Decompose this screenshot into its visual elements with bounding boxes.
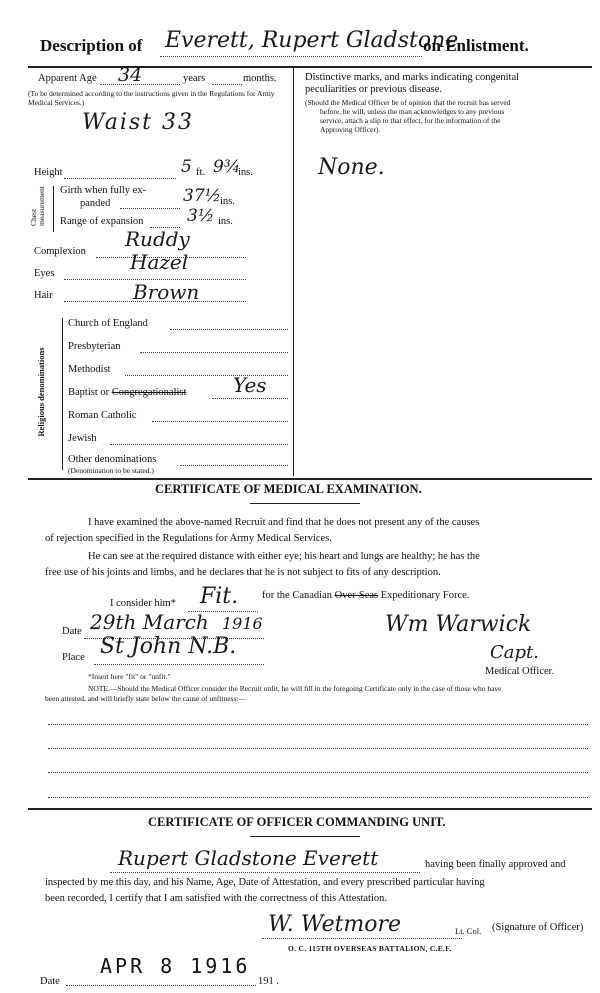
religion-church-of-england: Church of England	[68, 318, 148, 329]
commanding-name-dots	[110, 872, 420, 873]
force-label-a: for the Canadian	[262, 590, 335, 601]
hair-label: Hair	[34, 290, 53, 301]
height-inches-label: ins.	[238, 167, 253, 178]
medical-title-rule	[250, 503, 360, 504]
medical-para1-b: of rejection specified in the Regulations for Army Medical Services.	[45, 533, 332, 544]
medical-certificate-title: CERTIFICATE OF MEDICAL EXAMINATION.	[155, 482, 422, 496]
chest-bracket	[53, 186, 54, 232]
medical-para1-a: I have examined the above-named Recruit and find that he does not present any of the causes	[88, 517, 480, 528]
eyes-value: Hazel	[130, 250, 189, 274]
commanding-date-year-suffix: 191 .	[258, 976, 279, 987]
unfit-line-2	[48, 748, 588, 749]
apparent-age-value: 34	[118, 64, 143, 86]
religion-roman-catholic: Roman Catholic	[68, 410, 137, 421]
commanding-date-label: Date	[40, 976, 60, 987]
top-rule	[28, 66, 592, 68]
range-unit: ins.	[218, 216, 233, 227]
medical-officer-label: Medical Officer.	[485, 666, 555, 677]
medical-officer-signature: Wm Warwick	[385, 612, 532, 637]
apparent-age-label: Apparent Age	[38, 73, 97, 84]
commanding-certificate-title: CERTIFICATE OF OFFICER COMMANDING UNIT.	[148, 815, 446, 829]
medical-date-label: Date	[62, 626, 82, 637]
range-value: 3½	[187, 206, 215, 226]
unfit-note-a: NOTE.—Should the Medical Officer consider the Recruit unfit, he will fill in the foregoing Certificate only in the case of those who have	[88, 684, 502, 693]
waist-handwritten: Waist 33	[82, 110, 194, 135]
signature-of-officer-label: (Signature of Officer)	[492, 922, 584, 933]
form-header-suffix: on Enlistment.	[423, 36, 529, 55]
hair-value: Brown	[133, 280, 200, 304]
chest-measurement-label: Chest measurement	[29, 186, 46, 226]
unfit-line-4	[48, 797, 588, 798]
medical-place-dots	[94, 664, 264, 665]
girth-value: 37½	[183, 186, 222, 206]
height-feet-label: ft.	[196, 167, 206, 178]
marks-note-1: (Should the Medical Officer be of opinion that the recruit has served	[305, 98, 511, 107]
medical-date-year: 1916	[222, 614, 263, 633]
age-line	[100, 84, 180, 85]
section-rule-2	[28, 808, 592, 810]
medical-para2-a: He can see at the required distance with either eye; his heart and lungs are healthy; he has the	[88, 551, 480, 562]
marks-title-1: Distinctive marks, and marks indicating congenital	[305, 72, 520, 83]
range-label: Range of expansion	[60, 216, 144, 227]
consider-value: Fit.	[200, 584, 239, 609]
height-feet-value: 5	[181, 157, 192, 177]
height-label: Height	[34, 167, 63, 178]
girth-unit: ins.	[220, 196, 235, 207]
date-stamp: APR 8 1916	[100, 954, 251, 978]
commanding-line1-suffix: having been finally approved and	[425, 859, 566, 870]
religion-jewish: Jewish	[68, 433, 97, 444]
consider-label: I consider him*	[110, 598, 176, 609]
commanding-title-rule	[250, 836, 360, 837]
distinctive-marks-value: None.	[318, 155, 385, 180]
commanding-line2: inspected by me this day, and his Name, Age, Date of Attestation, and every prescribed particular having	[45, 877, 485, 888]
marks-note-3: service, attach a slip to that effect, for the information of the	[320, 116, 501, 125]
section-rule-1	[28, 478, 592, 480]
denomination-note: (Denomination to be stated.)	[68, 466, 154, 475]
religion-congregationalist-struck: Congregationalist	[111, 387, 187, 398]
girth-label-2: panded	[80, 198, 111, 209]
religion-presbyterian: Presbyterian	[68, 341, 121, 352]
religion-methodist: Methodist	[68, 364, 111, 375]
unfit-line-1	[48, 724, 588, 725]
insert-note: *Insert here "fit" or "unfit."	[88, 672, 171, 681]
complexion-value: Ruddy	[125, 227, 190, 251]
commanding-date-dots	[66, 985, 256, 986]
medical-place-label: Place	[62, 652, 85, 663]
marks-title-2: peculiarities or previous disease.	[305, 84, 443, 95]
force-label-b: Expeditionary Force.	[378, 590, 470, 601]
years-label: years	[183, 73, 206, 84]
medical-para2-b: free use of his joints and limbs, and he declares that he is not subject to fits of any description.	[45, 567, 441, 578]
age-note: (To be determined according to the instructions given in the Regulations for Army Medical Services.)	[28, 89, 275, 107]
religion-value: Yes	[233, 373, 267, 397]
religion-baptist	[68, 387, 186, 398]
religion-dots	[180, 465, 288, 466]
force-label	[262, 588, 469, 604]
column-divider	[293, 66, 294, 476]
girth-dots	[120, 208, 180, 209]
medical-officer-rank: Capt.	[490, 642, 539, 663]
commanding-recruit-name: Rupert Gladstone Everett	[118, 846, 379, 870]
religion-dots	[140, 352, 288, 353]
medical-place-value: St John N.B.	[100, 634, 237, 659]
eyes-label: Eyes	[34, 268, 55, 279]
unfit-note-b: been attested, and will briefly state below the cause of unfitness:—	[45, 694, 246, 703]
height-dots	[64, 178, 176, 179]
marks-note-4: Approving Officer).	[320, 125, 381, 134]
religious-denominations-label: Religious denominations	[36, 347, 46, 437]
religion-baptist-label: Baptist or	[68, 387, 110, 398]
months-line	[212, 84, 242, 85]
girth-label-1: Girth when fully ex-	[60, 185, 147, 196]
religion-dots	[152, 421, 288, 422]
form-header-prefix: Description of	[40, 36, 143, 55]
unfit-line-3	[48, 772, 588, 773]
complexion-label: Complexion	[34, 246, 86, 257]
commanding-line3: been recorded, I certify that I am satisfied with the correctness of this Attestation.	[45, 893, 388, 904]
commanding-officer-signature: W. Wetmore	[268, 912, 402, 937]
marks-note-2: before, he will, unless the man acknowledges to any previous	[320, 107, 505, 116]
commanding-signature-dots	[262, 938, 462, 939]
commanding-officer-rank: Lt. Col.	[455, 926, 482, 936]
force-overseas-struck: Over-Seas	[334, 590, 379, 601]
battalion-stamp: O. C. 115TH OVERSEAS BATTALION, C.E.F.	[288, 944, 452, 953]
religion-other: Other denominations	[68, 454, 157, 465]
religion-dots	[170, 329, 288, 330]
height-inches-value: 9¾	[213, 157, 241, 177]
header-name-line	[160, 56, 422, 57]
religion-dots	[212, 398, 288, 399]
months-label: months.	[243, 73, 277, 84]
religion-bracket	[62, 318, 63, 470]
recruit-name-handwritten: Everett, Rupert Gladstone	[165, 28, 459, 53]
religion-dots	[110, 444, 288, 445]
medical-date-value: 29th March	[90, 610, 209, 634]
